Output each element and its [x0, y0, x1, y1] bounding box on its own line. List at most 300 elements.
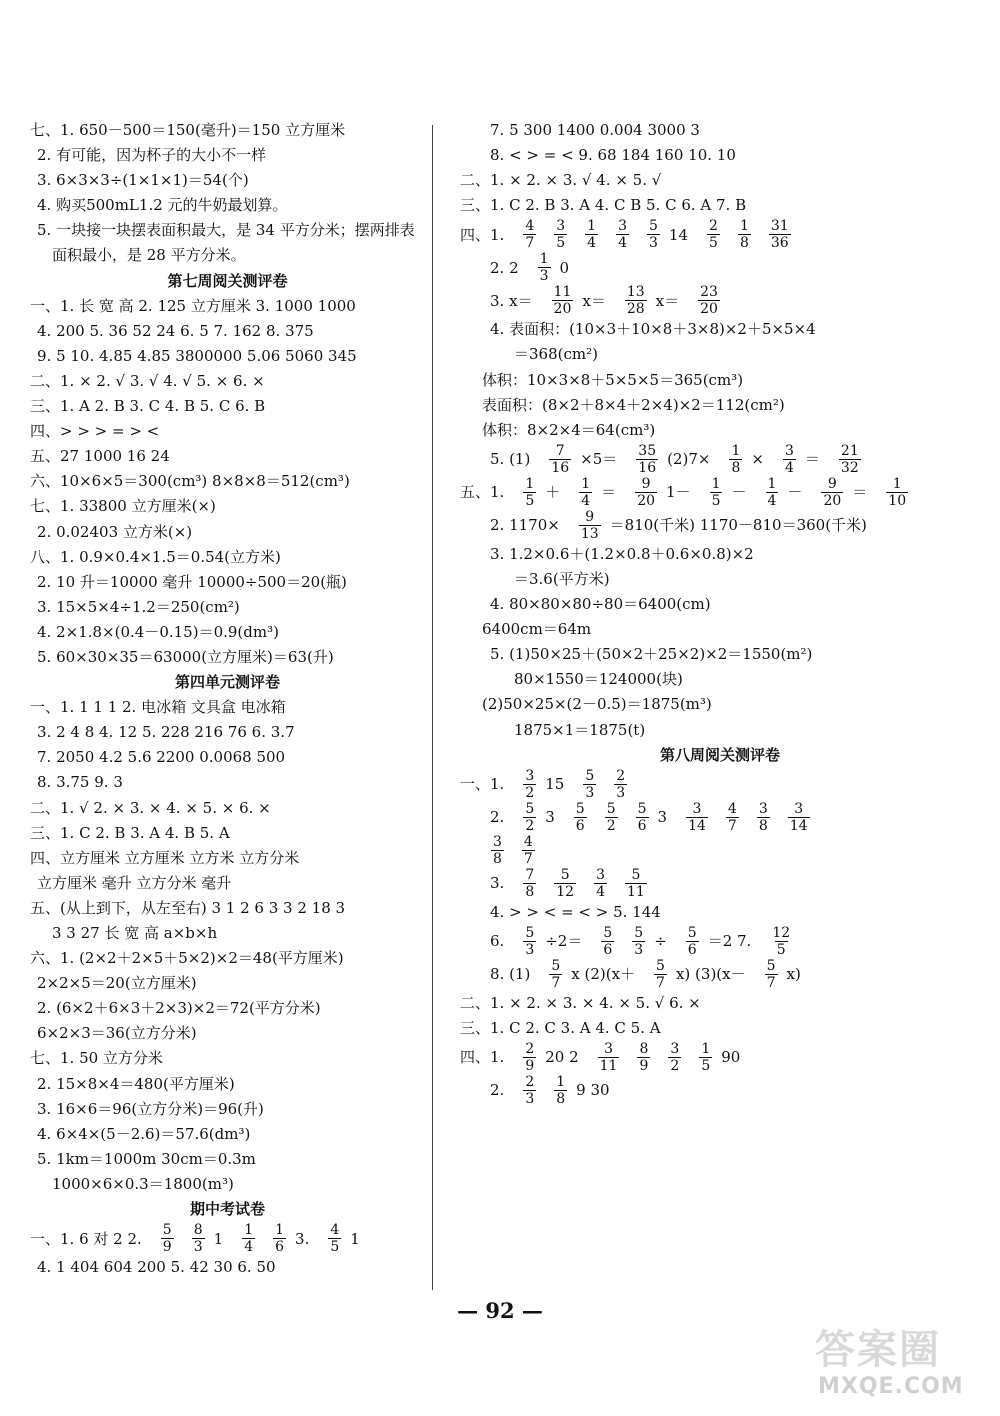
section-title: 第八周阅关测评卷	[659, 745, 780, 764]
fraction	[769, 218, 791, 251]
answer-line: 4. > > < = < > 5. 144	[490, 902, 661, 921]
answer-line: 4. 6×4×(5－2.6)＝57.6(dm³)	[37, 1124, 251, 1143]
denominator: 8	[739, 235, 749, 252]
answer-line	[460, 443, 980, 476]
denominator: 14	[688, 817, 706, 834]
answer-line: 4. 1 404 604 200 5. 42 30 6. 50	[37, 1258, 276, 1277]
numerator: 9	[827, 475, 837, 492]
answer-line: 8. 3.75 9. 3	[37, 773, 123, 792]
answer-line: 3. 6×3×3÷(1×1×1)＝54(个)	[37, 171, 249, 190]
answer-line: 8. < > = < 9. 68 184 160 10. 10	[490, 146, 736, 165]
page-number: — 92 —	[457, 1298, 543, 1323]
denominator: 4	[244, 1239, 254, 1256]
fraction	[668, 1041, 681, 1074]
answer-line: 4. 表面积：(10×3＋10×8＋3×8)×2＋5×5×4	[490, 320, 816, 339]
numerator: 5	[631, 866, 641, 883]
fraction	[635, 476, 657, 509]
answer-line: 三、1. A 2. B 3. C 4. B 5. C 6. B	[30, 397, 266, 416]
fraction	[523, 801, 536, 834]
fraction	[161, 1222, 174, 1255]
answer-line: 四、立方厘米 立方厘米 立方米 立方分米	[30, 848, 300, 867]
fraction	[523, 476, 536, 509]
answer-text: ＝810(千米) 1170－810＝360(千米)	[609, 516, 867, 535]
answer-line: 六、10×6×5＝300(cm³) 8×8×8＝512(cm³)	[30, 472, 350, 491]
answer-text: 3	[657, 808, 668, 827]
denominator: 5	[701, 1057, 711, 1074]
denominator: 7	[525, 235, 535, 252]
fraction	[554, 218, 567, 251]
answer-line: 4. 200 5. 36 52 24 6. 5 7. 162 8. 375	[37, 321, 314, 340]
fraction	[192, 1222, 205, 1255]
denominator: 2	[670, 1057, 680, 1074]
answer-line: 二、1. √ 2. × 3. × 4. × 5. × 6. ×	[30, 798, 271, 817]
numerator: 3	[556, 218, 566, 235]
numerator: 5	[649, 218, 658, 235]
answer-line: 八、1. 0.9×0.4×1.5＝0.54(立方米)	[30, 547, 281, 566]
answer-text: 一、1.	[460, 775, 505, 794]
answer-text: 14	[668, 225, 689, 244]
denominator: 3	[193, 1239, 203, 1256]
denominator: 8	[493, 850, 502, 867]
answer-text: 90	[721, 1048, 741, 1067]
fraction	[242, 1222, 255, 1255]
denominator: 7	[551, 974, 561, 991]
numerator: 5	[766, 957, 776, 974]
fraction	[757, 801, 770, 834]
answer-line: 3. 16×6＝96(立方分米)＝96(升)	[37, 1099, 264, 1118]
numerator: 3	[692, 800, 702, 817]
numerator: 2	[525, 1073, 535, 1090]
answer-line: 体积：8×2×4＝64(cm³)	[482, 420, 656, 439]
denominator: 10	[888, 492, 907, 509]
numerator: 12	[772, 924, 791, 941]
denominator: 3	[649, 235, 658, 252]
numerator: 1	[701, 1040, 711, 1057]
answer-line: 二、1. × 2. √ 3. √ 4. √ 5. × 6. ×	[30, 371, 265, 390]
answer-line: 2. 0.02403 立方米(×)	[37, 522, 193, 541]
fraction	[729, 443, 742, 476]
answer-line: 七、1. 33800 立方厘米(×)	[30, 497, 216, 516]
numerator: 8	[193, 1222, 203, 1239]
fraction	[616, 218, 629, 251]
answer-text: 3. x＝	[490, 291, 533, 310]
answer-text: 8. (1)	[490, 965, 531, 984]
numerator: 5	[560, 866, 570, 883]
answer-text: ＝	[601, 483, 617, 502]
fraction	[765, 958, 778, 991]
numerator: 3	[670, 1040, 680, 1057]
fraction	[770, 925, 792, 958]
fraction	[273, 1222, 286, 1255]
answer-line	[30, 1222, 425, 1255]
numerator: 3	[618, 218, 627, 235]
fraction	[538, 251, 551, 284]
denominator: 20	[700, 301, 718, 318]
answer-line	[460, 801, 980, 834]
denominator: 3	[525, 1090, 535, 1107]
answer-text: 2. 2	[490, 258, 519, 277]
answer-line: 七、1. 650－500＝150(毫升)＝150 立方厘米	[30, 121, 346, 139]
numerator: 1	[275, 1222, 285, 1239]
answer-line: 2. (6×2＋6×3＋2×3)×2＝72(平方分米)	[37, 999, 321, 1018]
numerator: 3	[758, 800, 768, 817]
answer-text: 1	[213, 1229, 224, 1248]
numerator: 1	[711, 475, 721, 492]
answer-line: 四、> > > = > <	[30, 422, 160, 441]
denominator: 7	[766, 974, 776, 991]
denominator: 20	[823, 492, 842, 509]
fraction	[698, 284, 720, 317]
answer-text: ×	[751, 450, 764, 469]
fraction	[491, 834, 504, 867]
fraction	[549, 443, 571, 476]
right-column	[460, 118, 980, 1107]
answer-text: ＝	[852, 483, 868, 502]
denominator: 2	[606, 817, 616, 834]
numerator: 5	[525, 800, 535, 817]
numerator: 8	[639, 1040, 649, 1057]
fraction	[886, 476, 908, 509]
answer-line: 5. (1)50×25＋(50×2＋25×2)×2＝1550(m²)	[490, 645, 813, 664]
answer-line: 2. 10 升＝10000 毫升 10000÷500＝20(瓶)	[37, 572, 347, 591]
answer-text: 2. 1170×	[490, 516, 560, 535]
numerator: 1	[892, 475, 902, 492]
answer-text: 15	[545, 775, 565, 794]
answer-text: x (2)(x＋	[571, 965, 636, 984]
answer-text: ＝2 7.	[707, 932, 752, 951]
denominator: 9	[525, 1057, 535, 1074]
denominator: 6	[575, 817, 585, 834]
answer-text: 一、1. 6 对 2 2.	[30, 1229, 142, 1248]
answer-text: 9 30	[576, 1081, 610, 1100]
numerator: 13	[626, 284, 645, 301]
answer-line: 1875×1＝1875(t)	[514, 720, 646, 739]
answer-text: x＝	[582, 291, 606, 310]
fraction	[523, 867, 536, 900]
watermark-url: MXQE.COM	[818, 1374, 964, 1399]
fraction	[523, 925, 536, 958]
denominator: 20	[553, 301, 572, 318]
answer-line: 体积：10×3×8＋5×5×5＝365(cm³)	[482, 370, 744, 389]
fraction	[552, 284, 574, 317]
fraction	[788, 801, 810, 834]
answer-line: 3 3 27 长 宽 高 a×b×h	[52, 924, 218, 942]
answer-text: 1	[350, 1229, 360, 1248]
numerator: 9	[585, 508, 595, 525]
answer-text: 2.	[490, 1081, 505, 1100]
denominator: 3	[525, 941, 535, 958]
denominator: 5	[776, 941, 786, 958]
denominator: 4	[587, 235, 597, 252]
answer-line: 9. 5 10. 4.85 4.85 3800000 5.06 5060 345	[37, 346, 357, 365]
numerator: 5	[575, 800, 585, 817]
answer-line	[460, 834, 980, 867]
answer-text: 四、1.	[460, 225, 505, 244]
denominator: 4	[784, 459, 794, 476]
answer-text: x)	[786, 965, 801, 984]
answer-line: 五、(从上到下，从左至右) 3 1 2 6 3 3 2 18 3	[30, 898, 346, 917]
fraction	[583, 768, 596, 801]
denominator: 3	[585, 784, 595, 801]
answer-line	[460, 218, 980, 251]
answer-line: 三、1. C 2. B 3. A 4. C B 5. C 6. A 7. B	[460, 196, 747, 215]
numerator: 3	[525, 767, 535, 784]
fraction	[632, 925, 645, 958]
denominator: 5	[556, 235, 566, 252]
denominator: 16	[551, 459, 570, 476]
denominator: 3	[634, 941, 644, 958]
answer-line: 5. 一块接一块摆表面积最大，是 34 平方分米；摆两排表	[37, 221, 415, 240]
fraction	[523, 1074, 536, 1107]
denominator: 6	[603, 941, 613, 958]
denominator: 9	[162, 1239, 172, 1256]
numerator: 4	[523, 833, 533, 850]
answer-line: 表面积：(8×2＋8×4＋2×4)×2＝112(cm²)	[482, 395, 785, 414]
section-title: 第七周阅关测评卷	[167, 271, 288, 290]
answer-line: 3. 1.2×0.6＋(1.2×0.8＋0.6×0.8)×2	[490, 544, 754, 563]
fraction	[579, 476, 592, 509]
denominator: 4	[767, 492, 777, 509]
answer-line: 3. 15×5×4÷1.2＝250(cm²)	[37, 597, 240, 616]
numerator: 1	[525, 475, 535, 492]
numerator: 7	[555, 442, 565, 459]
answer-text: 四、1.	[460, 1048, 505, 1067]
answer-line	[460, 251, 980, 284]
numerator: 4	[525, 218, 535, 235]
fraction	[574, 801, 587, 834]
answer-text: 2.	[490, 808, 505, 827]
fraction	[554, 867, 576, 900]
answer-text: ÷2＝	[545, 932, 583, 951]
answer-text: (2)7×	[667, 450, 711, 469]
fraction	[549, 958, 562, 991]
numerator: 3	[794, 800, 804, 817]
denominator: 5	[330, 1239, 340, 1256]
answer-line: 80×1550＝124000(块)	[514, 670, 683, 689]
answer-line: 4. 购买500mL1.2 元的牛奶最划算。	[37, 196, 288, 215]
fraction	[710, 476, 723, 509]
fraction	[636, 801, 649, 834]
numerator: 3	[784, 442, 794, 459]
denominator: 8	[731, 459, 741, 476]
answer-line: 二、1. × 2. × 3. √ 4. × 5. √	[460, 171, 662, 190]
answer-line: 3. 2 4 8 4. 12 5. 228 216 76 6. 3.7	[37, 723, 295, 742]
answer-text: ＋	[545, 483, 561, 502]
denominator: 5	[709, 235, 718, 252]
numerator: 5	[606, 800, 616, 817]
answer-line: ＝3.6(平方米)	[514, 569, 610, 588]
denominator: 8	[525, 883, 535, 900]
answer-line: 1000×6×0.3＝1800(m³)	[52, 1174, 234, 1193]
answer-line: ＝368(cm²)	[514, 345, 598, 364]
watermark-glyphs: 答案圈	[815, 1327, 941, 1373]
denominator: 8	[556, 1090, 566, 1107]
numerator: 4	[727, 800, 737, 817]
answer-line: (2)50×25×(2－0.5)＝1875(m³)	[482, 695, 712, 714]
fraction	[699, 1041, 712, 1074]
answer-line: 二、1. × 2. × 3. × 4. × 5. √ 6. ×	[460, 993, 701, 1012]
answer-line: 五、27 1000 16 24	[30, 447, 170, 466]
fraction	[647, 218, 660, 251]
answer-text: 3	[545, 808, 555, 827]
fraction	[522, 834, 535, 867]
denominator: 6	[637, 817, 647, 834]
answer-line	[460, 284, 980, 317]
denominator: 4	[618, 235, 627, 252]
denominator: 7	[656, 974, 665, 991]
denominator: 5	[711, 492, 721, 509]
numerator: 3	[596, 866, 605, 883]
fraction	[686, 925, 699, 958]
denominator: 4	[596, 883, 605, 900]
answer-text: 20 2	[545, 1048, 579, 1067]
answer-line	[460, 958, 980, 991]
denominator: 7	[727, 817, 737, 834]
numerator: 1	[587, 218, 597, 235]
answer-line: 面积最小，是 28 平方分米。	[52, 246, 246, 265]
fraction	[523, 768, 536, 801]
answer-line: 三、1. C 2. B 3. A 4. B 5. A	[30, 823, 230, 842]
numerator: 9	[641, 475, 651, 492]
fraction	[738, 218, 751, 251]
answer-line: 一、1. 长 宽 高 2. 125 立方厘米 3. 1000 1000	[30, 296, 356, 315]
fraction	[554, 1074, 567, 1107]
fraction	[686, 801, 708, 834]
answer-line: 6×2×3＝36(立方分米)	[37, 1024, 197, 1043]
denominator: 6	[275, 1239, 285, 1256]
answer-line	[460, 509, 980, 542]
answer-text: x) (3)(x－	[675, 965, 746, 984]
answer-line: 七、1. 50 立方分米	[30, 1049, 163, 1068]
numerator: 21	[840, 442, 859, 459]
denominator: 9	[639, 1057, 649, 1074]
denominator: 2	[525, 817, 535, 834]
denominator: 16	[638, 459, 657, 476]
denominator: 11	[626, 883, 645, 900]
numerator: 1	[731, 442, 741, 459]
fraction	[598, 1041, 620, 1074]
fraction	[821, 476, 843, 509]
numerator: 3	[493, 833, 502, 850]
fraction	[523, 218, 536, 251]
denominator: 4	[581, 492, 591, 509]
answer-line: 5. 60×30×35＝63000(立方厘米)＝63(升)	[37, 647, 334, 666]
numerator: 2	[525, 1040, 535, 1057]
denominator: 28	[626, 301, 645, 318]
denominator: 2	[525, 784, 535, 801]
numerator: 1	[556, 1073, 566, 1090]
answer-text: 3.	[295, 1229, 310, 1248]
left-column	[30, 118, 425, 1280]
denominator: 3	[616, 784, 626, 801]
numerator: 4	[330, 1222, 340, 1239]
answer-line: 一、1. 1 1 1 2. 电冰箱 文具盒 电冰箱	[30, 698, 286, 717]
answer-line: 7. 5 300 1400 0.004 3000 3	[490, 121, 700, 139]
answer-line	[460, 1041, 980, 1074]
numerator: 5	[637, 800, 647, 817]
answer-line: 4. 2×1.8×(0.4－0.15)＝0.9(dm³)	[37, 622, 279, 641]
fraction	[579, 509, 601, 542]
watermark-logo	[810, 1318, 985, 1408]
denominator: 6	[687, 941, 697, 958]
numerator: 1	[244, 1222, 254, 1239]
fraction	[839, 443, 861, 476]
answer-line: 立方厘米 毫升 立方分米 毫升	[37, 873, 232, 892]
fraction	[707, 218, 720, 251]
denominator: 11	[599, 1057, 618, 1074]
column-divider	[432, 125, 433, 1290]
answer-line	[460, 1074, 980, 1107]
fraction	[601, 925, 614, 958]
denominator: 12	[556, 883, 575, 900]
answer-text: －	[787, 483, 803, 502]
numerator: 2	[709, 218, 718, 235]
answer-text: 1－	[666, 483, 691, 502]
denominator: 8	[758, 817, 768, 834]
numerator: 23	[700, 284, 718, 301]
numerator: 1	[581, 475, 591, 492]
numerator: 7	[525, 866, 535, 883]
answer-line	[460, 476, 980, 509]
answer-text: x＝	[655, 291, 680, 310]
answer-line: 5. 1km＝1000m 30cm＝0.3m	[37, 1149, 256, 1168]
answer-line: 三、1. C 2. C 3. A 4. C 5. A	[460, 1018, 661, 1037]
numerator: 5	[603, 924, 613, 941]
answer-line	[460, 867, 980, 900]
fraction	[605, 801, 618, 834]
answer-line: 2. 有可能，因为杯子的大小不一样	[37, 146, 267, 165]
fraction	[726, 801, 739, 834]
numerator: 31	[770, 218, 789, 235]
fraction	[328, 1222, 341, 1255]
numerator: 5	[634, 924, 644, 941]
numerator: 1	[767, 475, 777, 492]
fraction	[625, 284, 647, 317]
fraction	[654, 958, 667, 991]
answer-text: ＝	[804, 450, 820, 469]
answer-line: 六、1. (2×2＋2×5＋5×2)×2＝48(平方厘米)	[30, 949, 344, 968]
numerator: 3	[604, 1040, 614, 1057]
fraction	[625, 867, 647, 900]
answer-text: 5. (1)	[490, 450, 531, 469]
fraction	[594, 867, 607, 900]
answer-line: 6400cm＝64m	[482, 620, 592, 639]
answer-text: ×5＝	[580, 450, 618, 469]
numerator: 5	[585, 767, 595, 784]
numerator: 5	[525, 924, 535, 941]
numerator: 1	[539, 251, 549, 268]
answer-text: －	[731, 483, 747, 502]
section-title: 第四单元测评卷	[174, 673, 280, 692]
fraction	[523, 1041, 536, 1074]
numerator: 5	[656, 957, 665, 974]
answer-text: 五、1.	[460, 483, 505, 502]
answer-line: 4. 80×80×80÷80＝6400(cm)	[490, 595, 711, 614]
answer-text: 6.	[490, 932, 505, 951]
section-title: 期中考试卷	[189, 1200, 265, 1219]
fraction	[614, 768, 627, 801]
fraction	[636, 443, 658, 476]
denominator: 14	[789, 817, 808, 834]
answer-line	[460, 925, 980, 958]
denominator: 5	[525, 492, 535, 509]
numerator: 5	[687, 924, 697, 941]
numerator: 2	[616, 767, 626, 784]
denominator: 13	[580, 525, 599, 542]
answer-text: 3.	[490, 874, 505, 893]
answer-line: 2×2×5＝20(立方厘米)	[37, 974, 197, 993]
fraction	[783, 443, 796, 476]
